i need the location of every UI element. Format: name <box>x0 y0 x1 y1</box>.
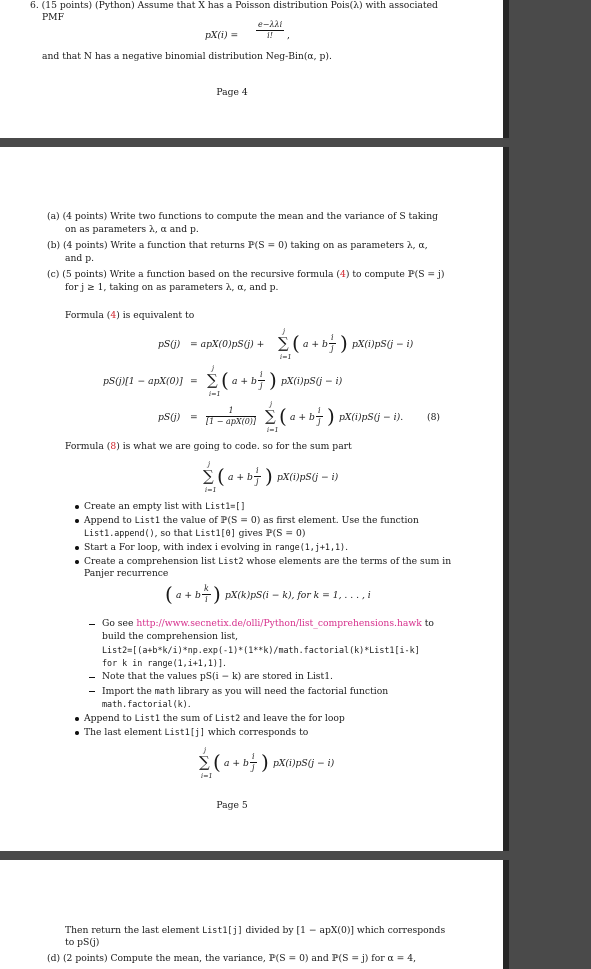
sub-bullet-3-code: math <box>154 686 175 696</box>
bullet-4 <box>84 555 451 568</box>
bullet-2-text-2: the value of ℙ(S = 0) as first element. Use the function <box>159 515 419 526</box>
question-6-heading: 6. (15 points) (Python) Assume that X has a Poisson distribution Pois(λ) with associated <box>30 0 438 11</box>
return-line-text-2: divided by [1 − apX(0)] which corresponds <box>242 925 446 936</box>
sumpart-sigma: ∑ <box>203 467 214 485</box>
last-sigma: ∑ <box>199 753 210 771</box>
last-lparen: ( <box>213 750 221 774</box>
bullet-marker <box>75 717 79 721</box>
bullet-5 <box>84 712 345 725</box>
comprehension-url-link[interactable]: http://www.secnetix.de/olli/Python/list_comprehensions.hawk <box>136 618 422 629</box>
eq3-rparen: ) <box>327 404 335 428</box>
sub-bullet-1-code: List2=[(a+b*k/i)*np.exp(-1)*(1**k)/math.factorial(k)*List1[i-k] <box>102 645 420 655</box>
sumpart-coef: a + b <box>228 472 253 483</box>
bullet-2-text-3: , so that <box>154 528 196 539</box>
eq3-lparen: ( <box>279 404 287 428</box>
eq1-coef-den: j <box>331 344 334 353</box>
dash-marker <box>89 677 95 678</box>
ref-4-link-2[interactable]: 4 <box>110 310 117 321</box>
page-shadow <box>503 147 509 851</box>
page-5 <box>0 147 503 851</box>
bullet-4-text: Create a comprehension list <box>84 556 219 567</box>
part-c-cont: for j ≥ 1, taking on as parameters λ, α, and p. <box>65 282 279 293</box>
formula-8-text: Formula ( <box>65 441 111 452</box>
formula-intro-text: Formula ( <box>65 310 111 321</box>
bullet-2-code-2: List1.append() <box>84 528 155 538</box>
sub-bullet-3-text: Import the <box>102 686 155 697</box>
sub-bullet-1-code-line2 <box>102 657 226 670</box>
sub-bullet-2: Note that the values pS(i − k) are stored in List1. <box>102 671 333 682</box>
page-shadow <box>503 0 509 138</box>
bullet-2-code-3: List1[0] <box>195 528 236 538</box>
eq3-frac-den: [1 − apX(0)] <box>206 417 257 426</box>
sub-bullet-3-text-2: library as you will need the factorial function <box>174 686 389 697</box>
sumpart-lparen: ( <box>217 464 225 488</box>
eq3-sum-upper: j <box>270 400 273 408</box>
question-6-tail: and that N has a negative binomial distribution Neg-Bin(α, p). <box>42 51 332 62</box>
bullet-3-text: Start a For loop, with index i evolving in <box>84 542 275 553</box>
eq2-sum-lower: i=1 <box>209 390 221 398</box>
sumpart-rhs: pX(i)pS(j − i) <box>277 472 339 483</box>
page-4-fragment <box>0 0 503 138</box>
sumpart-upper: j <box>208 460 211 468</box>
bullet-2-cont <box>84 527 305 540</box>
sub-bullet-1-text-2: to <box>421 618 434 629</box>
bullet-2 <box>84 514 419 527</box>
bullet-2-text: Append to <box>84 515 135 526</box>
sub-bullet-3 <box>102 685 388 698</box>
bullet-5-text-3: and leave the for loop <box>240 713 345 724</box>
eq3-lhs: pS(j) <box>158 412 181 423</box>
bullet-5-code-2: List2 <box>214 713 241 723</box>
bullet-6-code: List1[j] <box>164 727 205 737</box>
sumpart-coef-frac <box>254 466 261 487</box>
bullet-2-text-4: gives ℙ(S = 0) <box>235 528 306 539</box>
eq2-sigma: ∑ <box>207 371 218 389</box>
panjer-lparen: ( <box>165 582 173 606</box>
last-coef: a + b <box>224 758 249 769</box>
eq1-sigma: ∑ <box>278 334 289 352</box>
pmf-comma: , <box>287 30 290 41</box>
panjer-coef-num: k <box>204 584 209 593</box>
part-a-cont: on as parameters λ, α and p. <box>65 224 199 235</box>
sub-bullet-1-code-2: for k in range(1,i+1,1)] <box>102 658 224 668</box>
sub-bullet-1-cont: build the comprehension list, <box>102 631 239 642</box>
bullet-4-text-2: whose elements are the terms of the sum in <box>243 556 452 567</box>
sub-bullet-3-period: . <box>187 699 191 710</box>
last-coef-frac <box>250 752 257 773</box>
part-c <box>47 269 444 281</box>
eq1-lhs: pS(j) <box>158 339 181 350</box>
eq2-lhs: pS(j)[1 − apX(0)] <box>103 376 183 387</box>
bullet-marker <box>75 731 79 735</box>
eq3-equals: = <box>190 412 198 423</box>
eq3-tag: (8) <box>427 412 441 423</box>
pmf-denominator: i! <box>267 31 273 40</box>
eq2-rparen: ) <box>269 368 277 392</box>
bullet-4-cont: Panjer recurrence <box>84 568 169 579</box>
eq1-coef-frac <box>329 333 336 354</box>
ref-8-link[interactable]: 8 <box>110 441 117 452</box>
eq2-coef-num: i <box>260 370 263 379</box>
formula-8-text-2: ) is what we are going to code. so for the sum part <box>116 441 352 452</box>
bullet-marker <box>75 546 79 550</box>
eq3-sigma: ∑ <box>265 407 276 425</box>
last-sum-upper: j <box>204 746 207 754</box>
sub-bullet-1-period: . <box>223 658 226 669</box>
bullet-2-code: List1 <box>134 515 160 525</box>
eq2-lparen: ( <box>221 368 229 392</box>
eq3-fraction <box>206 406 256 427</box>
eq3-coef-num: i <box>318 406 321 415</box>
sumpart-coef-den: j <box>256 477 259 486</box>
bullet-marker <box>75 519 79 523</box>
pmf-numerator: e−λλi <box>258 20 283 29</box>
formula-intro-text-2: ) is equivalent to <box>116 310 195 321</box>
last-rhs: pX(i)pS(j − i) <box>273 758 335 769</box>
bullet-6-text-2: which corresponds to <box>204 727 309 738</box>
last-coef-num: i <box>252 752 255 761</box>
sumpart-rparen: ) <box>265 464 273 488</box>
part-b: (b) (4 points) Write a function that returns ℙ(S = 0) taking on as parameters λ, α, <box>47 240 428 251</box>
bullet-5-text: Append to <box>84 713 135 724</box>
return-line <box>65 924 445 937</box>
bullet-1-text: Create an empty list with <box>84 501 206 512</box>
eq3-coef-frac <box>316 406 323 427</box>
sub-bullet-3-code-2: math.factorial(k) <box>102 699 188 709</box>
bullet-marker <box>75 560 79 564</box>
sumpart-coef-num: i <box>256 466 259 475</box>
eq2-sum-upper: j <box>212 364 215 372</box>
eq2-coef-den: j <box>260 381 263 390</box>
eq3-coef: a + b <box>290 412 315 423</box>
sub-bullet-1 <box>102 618 434 630</box>
return-line-code: List1[j] <box>202 925 243 935</box>
formula-intro <box>65 310 194 322</box>
eq1-rparen: ) <box>340 331 348 355</box>
part-b-cont: and p. <box>65 253 94 264</box>
dash-marker <box>89 691 95 692</box>
bullet-marker <box>75 505 79 509</box>
panjer-rhs: pX(k)pS(i − k), for k = 1, . . . , i <box>225 590 371 601</box>
bullet-5-code: List1 <box>134 713 160 723</box>
eq2-rhs: pX(i)pS(j − i) <box>281 376 343 387</box>
last-sum-lower: i=1 <box>201 772 213 780</box>
bullet-3-code: range(1,j+1,1) <box>274 542 346 552</box>
eq1-sum-lower: i=1 <box>280 353 292 361</box>
question-6-heading-cont: PMF <box>42 12 64 23</box>
eq1-coef-num: i <box>331 333 334 342</box>
sub-bullet-1-text: Go see <box>102 618 137 629</box>
bullet-6 <box>84 726 308 739</box>
eq2-equals: = <box>190 376 198 387</box>
part-a: (a) (4 points) Write two functions to compute the mean and the variance of S taking <box>47 211 439 222</box>
last-rparen: ) <box>261 750 269 774</box>
panjer-coef-den: i <box>205 595 208 604</box>
bullet-4-code: List2 <box>218 556 244 566</box>
eq1-rhs-b: pX(i)pS(j − i) <box>352 339 414 350</box>
bullet-3-text-2: . <box>345 542 349 553</box>
bullet-3 <box>84 541 348 554</box>
panjer-coef-frac <box>202 584 211 605</box>
formula-8-intro <box>65 441 352 453</box>
page-number-5: Page 5 <box>216 800 248 811</box>
return-line-text: Then return the last element <box>65 925 203 936</box>
bullet-1 <box>84 500 245 513</box>
page-6-fragment <box>0 860 503 969</box>
page-number-4: Page 4 <box>216 87 248 98</box>
bullet-6-text: The last element <box>84 727 165 738</box>
eq3-sum-lower: i=1 <box>267 426 279 434</box>
eq1-sum-upper: j <box>283 327 286 335</box>
page-shadow <box>503 860 509 969</box>
part-c-text-2: ) to compute ℙ(S = j) <box>345 269 445 280</box>
last-coef-den: j <box>252 763 255 772</box>
eq2-coef-frac <box>258 370 265 391</box>
panjer-rparen: ) <box>213 582 221 606</box>
ref-4-link[interactable]: 4 <box>339 269 346 280</box>
eq3-rhs: pX(i)pS(j − i). <box>339 412 404 423</box>
pmf-lhs: pX(i) = <box>205 30 239 41</box>
eq1-coef: a + b <box>303 339 328 350</box>
eq2-coef: a + b <box>232 376 257 387</box>
eq1-lparen: ( <box>292 331 300 355</box>
return-line-cont: to pS(j) <box>65 937 100 948</box>
bullet-5-text-2: the sum of <box>159 713 215 724</box>
eq1-rhs-a: = apX(0)pS(j) + <box>190 339 265 350</box>
part-c-text: (c) (5 points) Write a function based on the recursive formula ( <box>47 269 340 280</box>
bullet-1-code: List1=[] <box>205 501 246 511</box>
panjer-coef: a + b <box>176 590 201 601</box>
eq3-coef-den: j <box>318 417 321 426</box>
pmf-fraction <box>256 20 284 41</box>
dash-marker <box>89 624 95 625</box>
sumpart-lower: i=1 <box>205 486 217 494</box>
eq3-frac-num: 1 <box>206 406 256 417</box>
part-d: (d) (2 points) Compute the mean, the variance, ℙ(S = 0) and ℙ(S = j) for α = 4, <box>47 953 417 964</box>
sub-bullet-3-cont <box>102 698 191 711</box>
